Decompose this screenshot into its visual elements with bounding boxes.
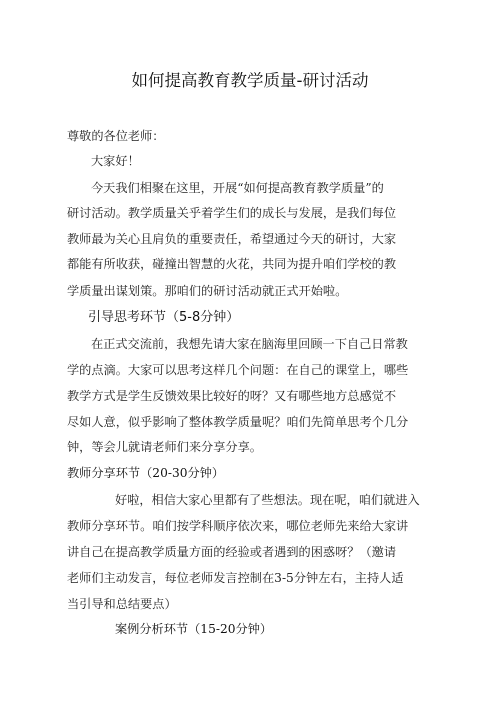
document-title: 如何提高教育教学质量-研讨活动 <box>131 71 369 90</box>
intro-line: 教师最为关心且肩负的重要责任，希望通过今天的研讨，大家 <box>67 232 397 246</box>
section2-line: 好啦，相信大家心里都有了些想法。现在呢，咱们就进入 <box>115 493 420 507</box>
section2-line: 老师们主动发言，每位老师发言控制在3-5分钟左右，主持人适 <box>67 571 404 585</box>
section2-line: 讲自己在提高教学质量方面的经验或者遇到的困惑呀？（邀请 <box>67 545 397 559</box>
section-heading-case-analysis: 案例分析环节（15-20分钟） <box>115 622 273 636</box>
section-heading-guided-thinking: 引导思考环节（5-8分钟） <box>88 310 240 325</box>
intro-line: 研讨活动。教学质量关乎着学生们的成长与发展，是我们每位 <box>67 206 397 220</box>
salutation: 尊敬的各位老师： <box>67 129 165 143</box>
section1-line: 教学方式是学生反馈效果比较好的呀？又有哪些地方总感觉不 <box>67 389 397 403</box>
intro-line: 学质量出谋划策。那咱们的研讨活动就正式开始啦。 <box>67 284 348 298</box>
section2-line: 当引导和总结要点） <box>67 597 177 611</box>
intro-line: 都能有所收获，碰撞出智慧的火花，共同为提升咱们学校的教 <box>67 257 397 271</box>
section1-line: 钟，等会儿就请老师们来分享分享。 <box>67 440 262 454</box>
section1-line: 在正式交流前，我想先请大家在脑海里回顾一下自己日常教 <box>91 337 408 351</box>
intro-line: 今天我们相聚在这里，开展“如何提高教育教学质量”的 <box>91 181 384 195</box>
greeting: 大家好！ <box>91 154 140 168</box>
section1-line: 尽如人意，似乎影响了整体教学质量呢？咱们先简单思考个几分 <box>67 415 409 429</box>
section1-line: 学的点滴。大家可以思考这样几个问题：在自己的课堂上，哪些 <box>67 363 409 377</box>
section-heading-teacher-sharing: 教师分享环节（20-30分钟） <box>67 466 225 480</box>
section2-line: 教师分享环节。咱们按学科顺序依次来，哪位老师先来给大家讲 <box>67 519 409 533</box>
